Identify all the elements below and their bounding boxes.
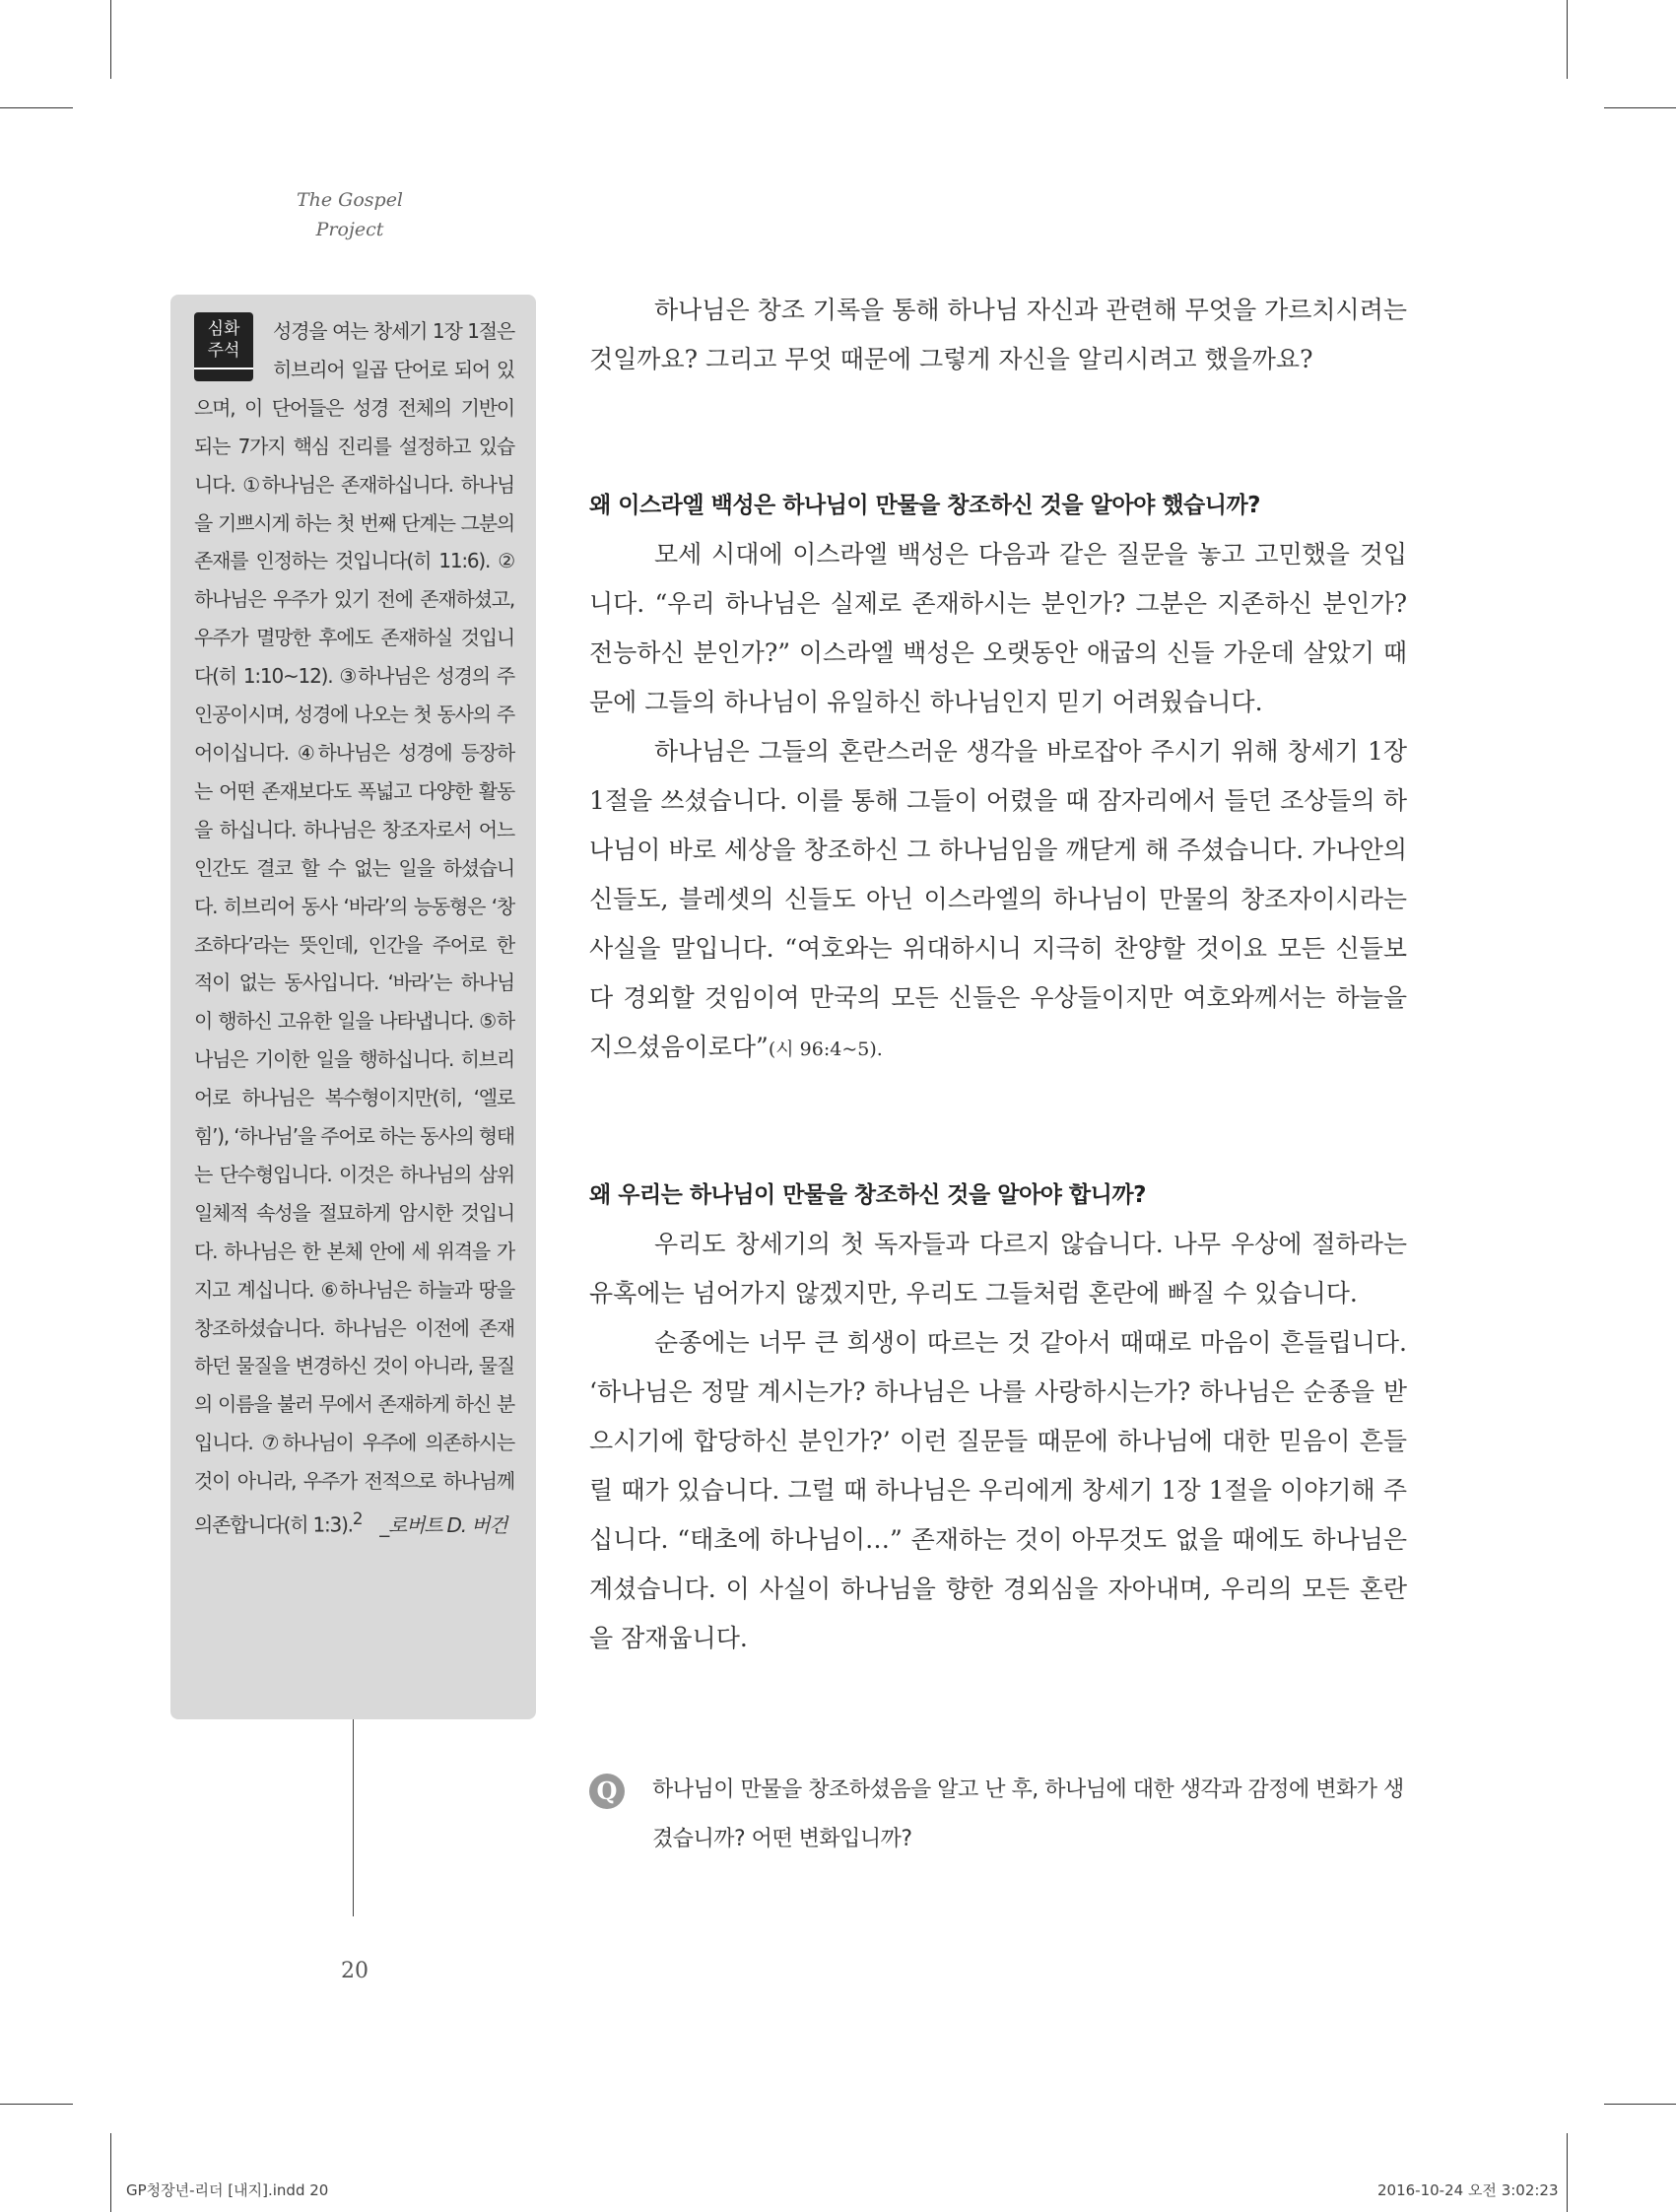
question-text: 하나님이 만물을 창조하셨음을 알고 난 후, 하나님에 대한 생각과 감정에 변화가 생겼습니까? 어떤 변화입니까? — [652, 1777, 1404, 1851]
column-divider-line — [353, 1719, 354, 1916]
slug-timestamp: 2016-10-24 오전 3:02:23 — [1377, 2181, 1559, 2199]
footnote-marker: 2 — [352, 1509, 363, 1529]
section-heading-us: 왜 우리는 하나님이 만물을 창조하신 것을 알아야 합니까? — [589, 1182, 1146, 1208]
crop-mark-bottom-left-vertical — [110, 2133, 111, 2212]
crop-mark-top-right-horizontal — [1604, 107, 1676, 108]
commentary-text — [194, 312, 514, 1545]
paragraph-genesis-text: 하나님은 그들의 혼란스러운 생각을 바로잡아 주시기 위해 창세기 1장 1절을 쓰셨습니다. 이를 통해 그들이 어렸을 때 잠자리에서 들던 조상들의 하나님이 바로 세상을 창조하신 그 하나님임을 깨닫게 해 주셨습니다. 가나안의 신들도, 블레셋의 신들도 아닌 이스라엘의 하나님이 만물의 창조자이시라는 사실을 말입니다. “여호와는 위대하시니 지극히 찬양할 것이요 모든 신들보다 경외할 것임이여 만국의 모든 신들은 우상들이지만 여호와께서는 하늘을 지으셨음이로다” — [589, 737, 1407, 1061]
crop-mark-top-right-vertical — [1567, 0, 1568, 79]
commentary-author: _로버트 D. 버건 — [379, 1512, 507, 1537]
crop-mark-top-left-horizontal — [0, 107, 73, 108]
crop-mark-bottom-right-vertical — [1567, 2133, 1568, 2212]
main-column — [589, 286, 1407, 1663]
section-heading-israel: 왜 이스라엘 백성은 하나님이 만물을 창조하신 것을 알아야 했습니까? — [589, 493, 1261, 518]
crop-mark-bottom-right-horizontal — [1604, 2104, 1676, 2105]
paragraph-first-readers: 우리도 창세기의 첫 독자들과 다르지 않습니다. 나무 우상에 절하라는 유혹에는 넘어가지 않겠지만, 우리도 그들처럼 혼란에 빠질 수 있습니다. — [589, 1230, 1407, 1307]
scripture-reference: (시 96:4~5). — [768, 1039, 883, 1060]
commentary-badge — [194, 312, 253, 381]
series-title-line1: The Gospel — [296, 189, 404, 211]
badge-line1: 심화 — [207, 319, 240, 339]
page-number: 20 — [341, 1959, 369, 1983]
crop-mark-bottom-left-horizontal — [0, 2104, 73, 2105]
paragraph-obedience: 순종에는 너무 큰 희생이 따르는 것 같아서 때때로 마음이 흔들립니다. ‘하나님은 정말 계시는가? 하나님은 나를 사랑하시는가? 하나님은 순종을 받으시기에 합당하신 분인가?’ 이런 질문들 때문에 하나님에 대한 믿음이 흔들릴 때가 있습니다. 그럴 때 하나님은 우리에게 창세기 1장 1절을 이야기해 주십니다. “태초에 하나님이…” 존재하는 것이 아무것도 없을 때에도 하나님은 계셨습니다. 이 사실이 하나님을 향한 경외심을 자아내며, 우리의 모든 혼란을 잠재웁니다. — [589, 1328, 1407, 1652]
commentary-sidebar — [170, 295, 536, 1719]
commentary-body: 성경을 여는 창세기 1장 1절은 히브리어 일곱 단어로 되어 있으며, 이 단어들은 성경 전체의 기반이 되는 7가지 핵심 진리를 설정하고 있습니다. ①하나님은 존재하십니다. 하나님을 기쁘시게 하는 첫 번째 단계는 그분의 존재를 인정하는 것입니다(히 11:6). ②하나님은 우주가 있기 전에 존재하셨고, 우주가 멸망한 후에도 존재하실 것입니다(히 1:10~12). ③하나님은 성경의 주인공이시며, 성경에 나오는 첫 동사의 주어이십니다. ④하나님은 성경에 등장하는 어떤 존재보다도 폭넓고 다양한 활동을 하십니다. 하나님은 창조자로서 어느 인간도 결코 할 수 없는 일을 하셨습니다. 히브리어 동사 ‘바라’의 능동형은 ‘창조하다’라는 뜻인데, 인간을 주어로 한 적이 없는 동사입니다. ‘바라’는 하나님이 행하신 고유한 일을 나타냅니다. ⑤하나님은 기이한 일을 행하십니다. 히브리어로 하나님은 복수형이지만(히, ‘엘로힘’), ‘하나님’을 주어로 하는 동사의 형태는 단수형입니다. 이것은 하나님의 삼위일체적 속성을 절묘하게 암시한 것입니다. 하나님은 한 본체 안에 세 위격을 가지고 계십니다. ⑥하나님은 하늘과 땅을 창조하셨습니다. 하나님은 이전에 존재하던 물질을 변경하신 것이 아니라, 물질의 이름을 불러 무에서 존재하게 하신 분입니다. ⑦하나님이 우주에 의존하시는 것이 아니라, 우주가 전적으로 하나님께 의존합니다(히 1:3). — [194, 319, 514, 1537]
paragraph-genesis-1-1 — [589, 727, 1407, 1074]
slug-filename: GP청장년-리더 [내지].indd 20 — [126, 2181, 329, 2199]
intro-paragraph: 하나님은 창조 기록을 통해 하나님 자신과 관련해 무엇을 가르치시려는 것일까요? 그리고 무엇 때문에 그렇게 자신을 알리시려고 했을까요? — [589, 296, 1407, 373]
discussion-question — [589, 1766, 1407, 1864]
crop-mark-top-left-vertical — [110, 0, 111, 79]
series-title — [286, 185, 414, 244]
paragraph-moses-era: 모세 시대에 이스라엘 백성은 다음과 같은 질문을 놓고 고민했을 것입니다. “우리 하나님은 실제로 존재하시는 분인가? 그분은 지존하신 분인가? 전능하신 분인가?” 이스라엘 백성은 오랫동안 애굽의 신들 가운데 살았기 때문에 그들의 하나님이 유일하신 하나님인지 믿기 어려웠습니다. — [589, 540, 1407, 716]
badge-line2: 주석 — [207, 341, 240, 361]
series-title-line2: Project — [315, 219, 384, 240]
question-icon: Q — [589, 1774, 625, 1809]
